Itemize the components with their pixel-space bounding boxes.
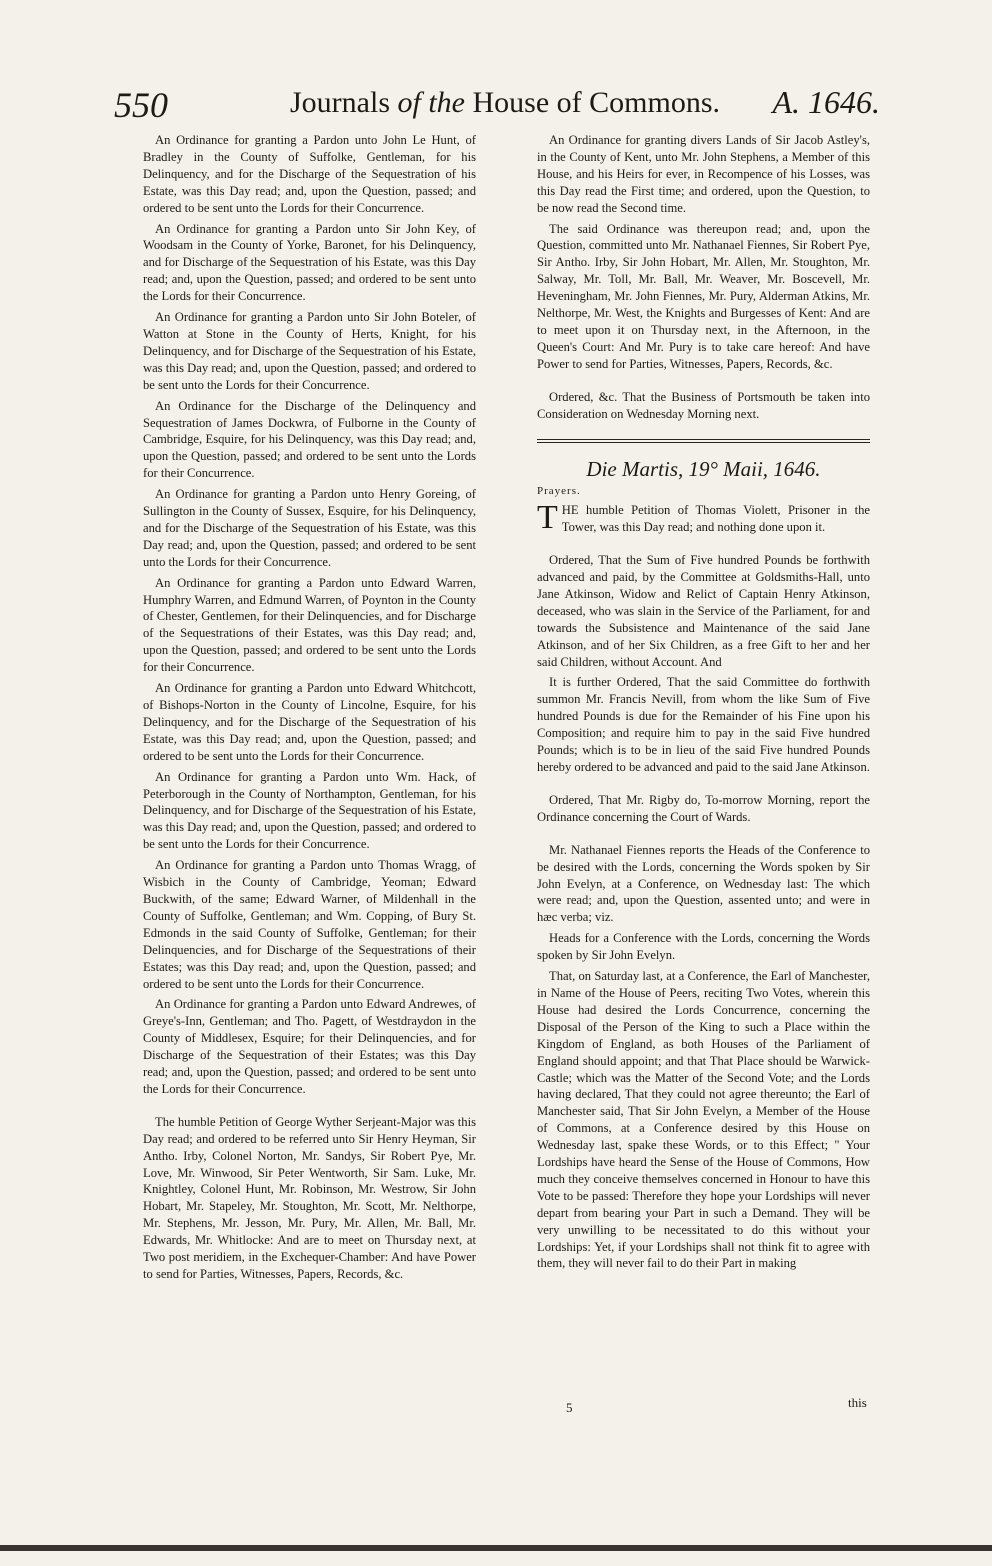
section-divider	[537, 439, 870, 443]
committee-paragraph: The said Ordinance was thereupon read; and, upon the Question, committed unto Mr. Nathanael Fiennes, Sir Robert Pye, Sir Antho. Irby, Sir John Hobart, Mr. Allen, Mr. Stoughton, Mr. Salway, Mr. Toll, Mr. Ball, Mr. Weaver, Mr. Boscevell, Mr. Heveningham, Mr. John Fiennes, Mr. Pury, Alderman Atkins, Mr. Nelthorpe, Mr. West, the Knights and Burgesses of Kent: And are to meet upon it on Thursday next, in the Afternoon, in the Queen's Court: And Mr. Pury is to take care hereof: And have Power to send for Parties, Witnesses, Papers, Records, &c.	[537, 221, 870, 371]
ordinance-paragraph: An Ordinance for granting a Pardon unto Sir John Boteler, of Watton at Stone in the County of Herts, Knight, for his Delinquency, and for Discharge of the Sequestration of his Estate, was this Day read; and, upon the Question, passed; and ordered to be sent unto the Lords for their Concurrence.	[143, 310, 476, 392]
spacer	[537, 540, 870, 552]
petition-paragraph	[537, 499, 870, 537]
ordinance-paragraph: An Ordinance for granting a Pardon unto John Le Hunt, of Bradley in the County of Suffolke, Gentleman, for his Delinquency, and for the Discharge of the Sequestration of his Estate, was this Day read; and, upon the Question, passed; and ordered to be sent unto the Lords for their Concurrence.	[143, 133, 476, 215]
spacer	[537, 780, 870, 792]
ordinance-paragraph: An Ordinance for granting a Pardon unto Thomas Wragg, of Wisbich in the County of Cambridge, Yeoman; Edward Buckwith, of the same; Edward Warner, of Mildenhall in the County of Suffolke, Gentleman; and Wm. Copping, of Bury St. Edmonds in the said County of Suffolke, Gentleman; for their Delinquencies, and for Discharge of the Sequestrations of their Estates; was this Day read; and, upon the Question, passed; and ordered to be sent unto the Lords for their Concurrence.	[143, 858, 476, 991]
title-part1: Journals	[290, 86, 398, 119]
petition-text: HE humble Petition of Thomas Violett, Prisoner in the Tower, was this Day read; and nothing done upon it.	[561, 503, 870, 535]
signature-mark: 5	[566, 1400, 573, 1415]
date-heading: Die Martis, 19° Maii, 1646.	[586, 456, 821, 481]
spacer	[537, 377, 870, 389]
ordinance-paragraph: An Ordinance for granting a Pardon unto Edward Andrewes, of Greye's-Inn, Gentleman; and Tho. Pagett, of Westdraydon in the County of Middlesex, Esquire; for their Delinquencies, and for Discharge of the Sequestration of their Estates; was this Day read; and, upon the Question, passed; and ordered to be sent unto the Lords for their Concurrence.	[143, 997, 476, 1096]
left-column	[143, 132, 476, 1287]
order-paragraph: It is further Ordered, That the said Committee do forthwith summon Mr. Francis Nevill, from whom the like Sum of Five hundred Pounds is due for the Remainder of his Fine upon his Composition; and require him to pay in the said Five hundred Pounds; which is to be in lieu of the said Five hundred Pounds hereby ordered to be advanced and paid to the said Jane Atkinson.	[537, 675, 870, 774]
conference-paragraph: That, on Saturday last, at a Conference, the Earl of Manchester, in Name of the House of Peers, reciting Two Votes, wherein this House had desired the Lords Concurrence, concerning the Disposal of the Person of the King to such a Place within the Kingdom of England, as both Houses of the Parliament of England should appoint; and that That Place should be Warwick-Castle; which was the Matter of the Second Vote; and the Lords having declared, That they could not agree thereunto; the Earl of Manchester said, That Sir John Evelyn, a Member of the House of Commons, at a Conference desired by this House on Wednesday last, spake these Words, or to this Effect; " Your Lordships have heard the Sense of the House of Commons, How much they conceive themselves concerned in Honour to have this Vote to be passed: Therefore they hope your Lordships will never depart from bearing your Part in such a Demand. They will be very unwilling to be necessitated to do this without your Lordships: Yet, if your Lordships shall not think fit to agree with them, they will never fail to do their Part in making	[537, 969, 870, 1271]
prayers-heading: Prayers.	[537, 485, 581, 498]
page-year: A. 1646.	[772, 84, 880, 120]
spacer	[143, 1102, 476, 1114]
ordinance-paragraph: An Ordinance for granting a Pardon unto Edward Whitchcott, of Bishops-Norton in the County of Lincolne, Esquire, for his Delinquency, and for the Discharge of the Sequestration of his Estate, was this Day read; and, upon the Question, passed; and ordered to be sent unto the Lords for their Concurrence.	[143, 681, 476, 763]
order-paragraph: Ordered, &c. That the Business of Portsmouth be taken into Consideration on Wednesday Morning next.	[537, 389, 870, 421]
title-of: of the	[397, 86, 465, 119]
drop-cap: T	[537, 499, 558, 537]
catchword: this	[848, 1395, 867, 1410]
page-bottom-border	[0, 1545, 992, 1551]
order-paragraph: Ordered, That the Sum of Five hundred Pounds be forthwith advanced and paid, by the Committee at Goldsmiths-Hall, unto Jane Atkinson, Widow and Relict of Captain Henry Atkinson, deceased, who was slain in the Service of the Parliament, for and towards the Subsistence and Maintenance of the said Jane Atkinson, and of her Six Children, as a free Gift to her and her said Children, without Account. And	[537, 553, 870, 669]
ordinance-paragraph: An Ordinance for granting a Pardon unto Sir John Key, of Woodsam in the County of Yorke, Baronet, for his Delinquency, and for Discharge of the Sequestration of his Estate, was this Day read; and, upon the Question, passed; and ordered to be sent unto the Lords for their Concurrence.	[143, 221, 476, 304]
page-number: 550	[114, 85, 168, 125]
order-paragraph: Ordered, That Mr. Rigby do, To-morrow Morning, report the Ordinance concerning the Court of Wards.	[537, 792, 870, 824]
page-header	[110, 84, 880, 128]
petition-paragraph: The humble Petition of George Wyther Serjeant-Major was this Day read; and ordered to be referred unto Sir Henry Heyman, Sir Antho. Irby, Colonel Norton, Mr. Sandys, Sir Robert Pye, Mr. Love, Mr. Winwood, Sir Peter Wentworth, Sir Sam. Luke, Mr. Knightley, Colonel Hunt, Mr. Robinson, Mr. Westrow, Sir John Hobart, Mr. Stapeley, Mr. Stoughton, Mr. Scott, Mr. Nelthorpe, Mr. Stephens, Mr. Jesson, Mr. Pury, Mr. Allen, Mr. Ball, Mr. Edwards, Mr. Whitlocke: And are to meet on Thursday next, at Two post meridiem, in the Exchequer-Chamber: And have Power to send for Parties, Witnesses, Papers, Records, &c.	[143, 1114, 476, 1281]
heads-title: Heads for a Conference with the Lords, concerning the Words spoken by Sir John Evelyn.	[537, 931, 870, 963]
report-paragraph: Mr. Nathanael Fiennes reports the Heads of the Conference to be desired with the Lords, concerning the Words spoken by Sir John Evelyn, at a Conference, on Wednesday last: The which were read; and, upon the Question, assented unto; and were in hæc verba; viz.	[537, 842, 870, 925]
ordinance-paragraph: An Ordinance for granting divers Lands of Sir Jacob Astley's, in the County of Kent, unto Mr. John Stephens, a Member of this House, and his Heirs for ever, in Recompence of his Losses, was this Day read the First time; and ordered, upon the Question, to be now read the Second time.	[537, 133, 870, 215]
spacer	[537, 830, 870, 842]
ordinance-paragraph: An Ordinance for granting a Pardon unto Wm. Hack, of Peterborough in the County of Northampton, Gentleman, for his Delinquency, and for Discharge of the Sequestration of his Estate, was this Day read; and, upon the Question, passed; and ordered to be sent unto the Lords for their Concurrence.	[143, 769, 476, 852]
right-column	[537, 132, 870, 1276]
running-title	[290, 86, 720, 120]
ordinance-paragraph: An Ordinance for granting a Pardon unto Henry Goreing, of Sullington in the County of Sussex, Esquire, for his Delinquency, and for the Discharge of the Sequestration of his Estate, was this Day read; and, upon the Question, passed; and ordered to be sent unto the Lords for their Concurrence.	[143, 487, 476, 569]
title-part2: House of Commons.	[465, 86, 720, 119]
ordinance-paragraph: An Ordinance for granting a Pardon unto Edward Warren, Humphry Warren, and Edmund Warren, of Poynton in the County of Chester, Gentlemen, for their Delinquencies, and for Discharge of the Sequestrations of their Estates, was this Day read; and, upon the Question, passed; and ordered to be sent unto the Lords for their Concurrence.	[143, 575, 476, 675]
ordinance-paragraph: An Ordinance for the Discharge of the Delinquency and Sequestration of James Dockwra, of Fulborne in the County of Cambridge, Esquire, for his Delinquency, was this Day read; and, upon the Question, passed; and ordered to be sent unto the Lords for their Concurrence.	[143, 398, 476, 481]
